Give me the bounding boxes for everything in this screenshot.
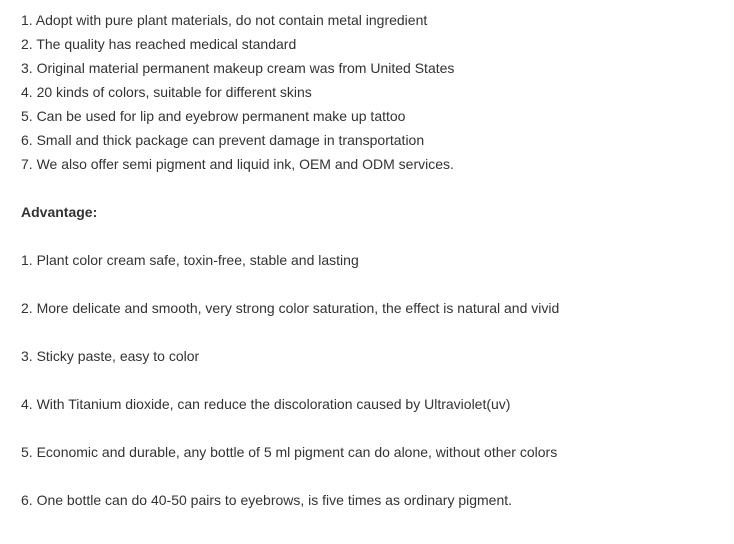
feature-item-7: 7. We also offer semi pigment and liquid ink, OEM and ODM services. xyxy=(21,156,454,172)
advantage-item-3: 3. Sticky paste, easy to color xyxy=(21,348,200,364)
feature-item-2: 2. The quality has reached medical standard xyxy=(21,36,297,52)
feature-item-4: 4. 20 kinds of colors, suitable for different skins xyxy=(21,84,312,100)
spacer xyxy=(21,464,721,488)
spacer xyxy=(21,416,721,440)
product-description xyxy=(21,8,721,512)
spacer xyxy=(21,272,721,296)
advantage-item-5: 5. Economic and durable, any bottle of 5 ml pigment can do alone, without other colors xyxy=(21,444,558,460)
feature-item-5: 5. Can be used for lip and eyebrow permanent make up tattoo xyxy=(21,108,406,124)
spacer xyxy=(21,368,721,392)
spacer xyxy=(21,224,721,248)
feature-item-1: 1. Adopt with pure plant materials, do not contain metal ingredient xyxy=(21,12,428,28)
spacer xyxy=(21,176,721,200)
feature-item-3: 3. Original material permanent makeup cream was from United States xyxy=(21,60,455,76)
advantage-heading: Advantage: xyxy=(21,204,98,220)
feature-item-6: 6. Small and thick package can prevent damage in transportation xyxy=(21,132,425,148)
advantage-item-6: 6. One bottle can do 40-50 pairs to eyebrows, is five times as ordinary pigment. xyxy=(21,492,513,508)
advantage-item-2: 2. More delicate and smooth, very strong color saturation, the effect is natural and vivid xyxy=(21,300,560,316)
advantage-item-4: 4. With Titanium dioxide, can reduce the discoloration caused by Ultraviolet(uv) xyxy=(21,396,511,412)
advantage-item-1: 1. Plant color cream safe, toxin-free, stable and lasting xyxy=(21,252,359,268)
spacer xyxy=(21,320,721,344)
